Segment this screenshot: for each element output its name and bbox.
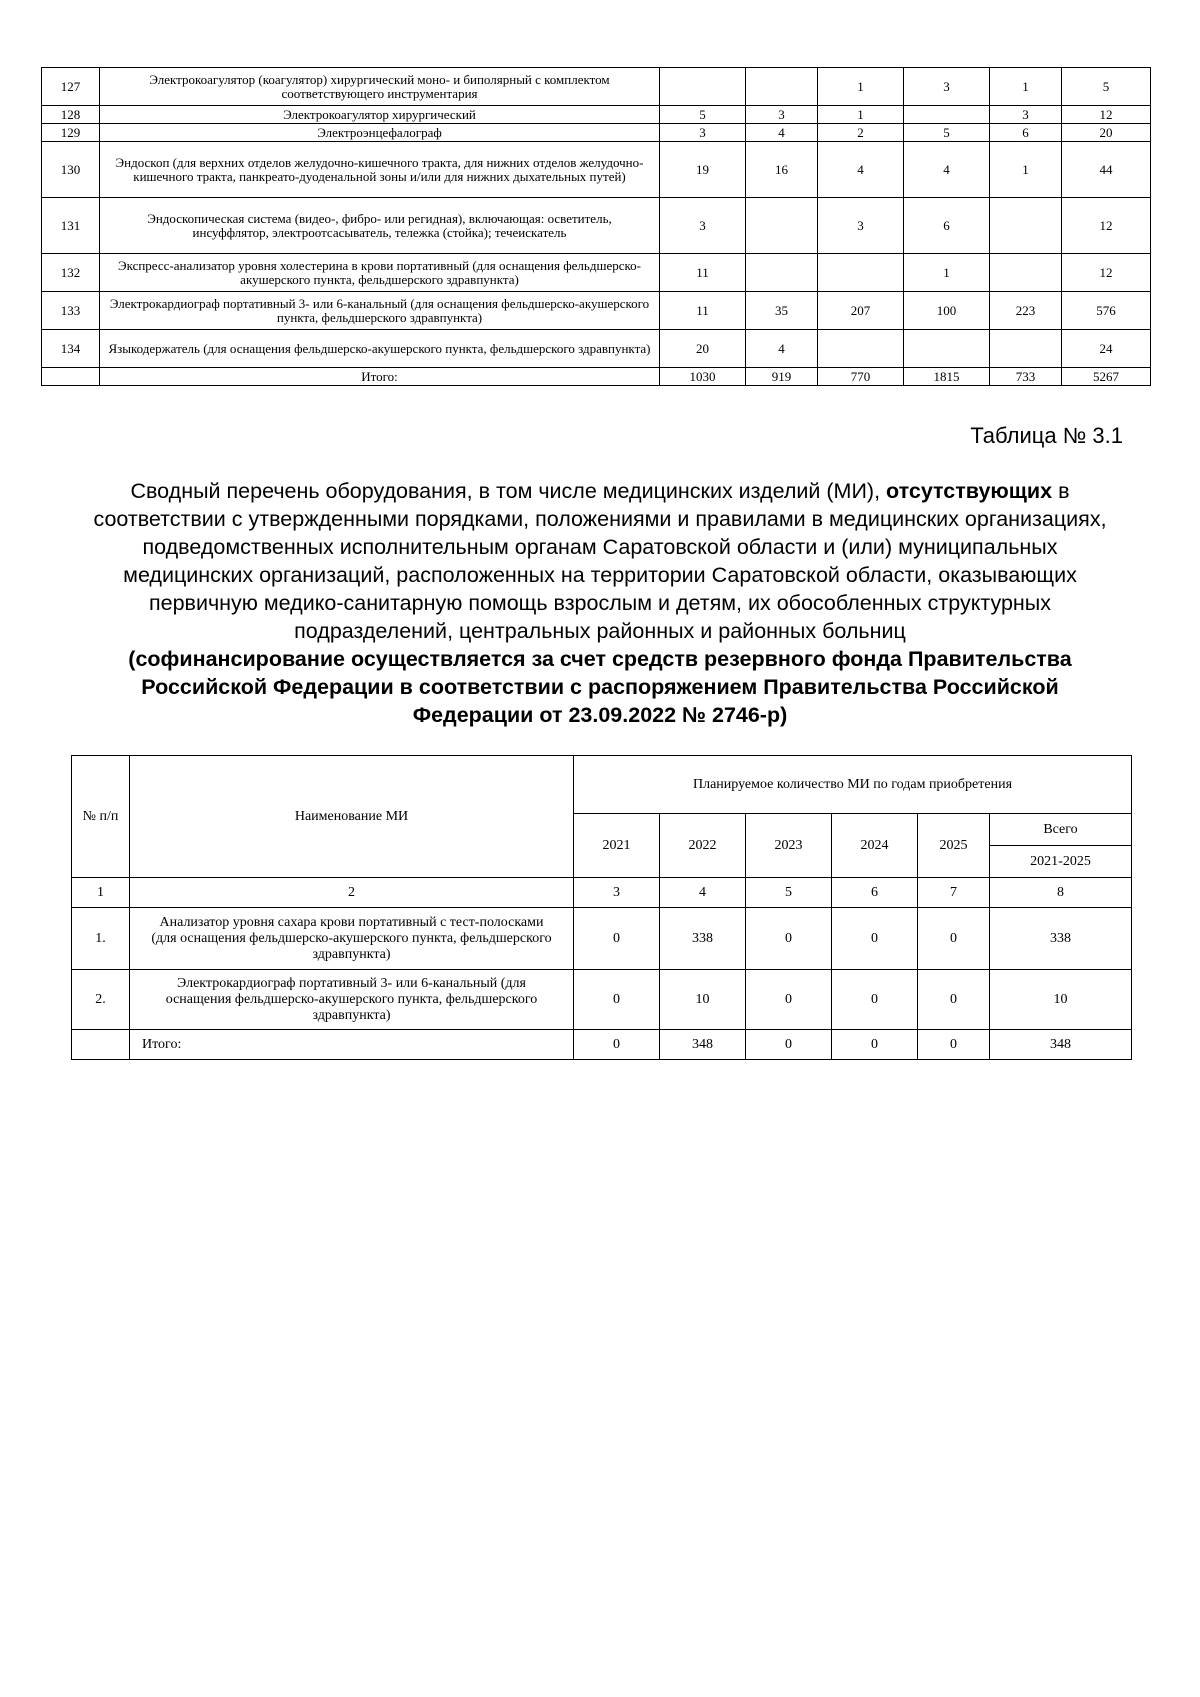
header-planned: Планируемое количество МИ по годам приобретения xyxy=(574,756,1132,814)
row-number: 132 xyxy=(42,254,100,292)
cell-value: 0 xyxy=(832,970,918,1030)
cell-value: 11 xyxy=(660,254,746,292)
cell-total: 12 xyxy=(1062,198,1151,254)
cell-value xyxy=(818,330,904,368)
cell-value: 770 xyxy=(818,368,904,386)
equipment-continuation-table xyxy=(41,67,1151,386)
table-row xyxy=(42,124,1151,142)
row-number: 133 xyxy=(42,292,100,330)
table-row xyxy=(72,970,1132,1030)
row-number: 1. xyxy=(72,908,130,970)
cell-value: 2 xyxy=(818,124,904,142)
cell-value: 16 xyxy=(746,142,818,198)
equipment-name: Электроэнцефалограф xyxy=(100,124,660,142)
cell-value: 207 xyxy=(818,292,904,330)
cell-value: 223 xyxy=(990,292,1062,330)
equipment-name: Электрокоагулятор (коагулятор) хирургический моно- и биполярный с комплектом соответствующего инструментария xyxy=(100,68,660,106)
cell-total: 576 xyxy=(1062,292,1151,330)
document-heading xyxy=(80,477,1120,729)
table-row xyxy=(42,106,1151,124)
cell-value xyxy=(746,254,818,292)
cell-value: 919 xyxy=(746,368,818,386)
column-number: 2 xyxy=(130,878,574,908)
cell-value: 3 xyxy=(660,124,746,142)
row-number: 2. xyxy=(72,970,130,1030)
header-year: 2021 xyxy=(574,814,660,878)
table-row xyxy=(42,330,1151,368)
cell-value: 5 xyxy=(660,106,746,124)
header-year: 2023 xyxy=(746,814,832,878)
heading-part1: Сводный перечень оборудования, в том числе медицинских изделий (МИ), xyxy=(130,479,887,503)
cell-total: 12 xyxy=(1062,106,1151,124)
cell-total: 12 xyxy=(1062,254,1151,292)
cell-value: 3 xyxy=(990,106,1062,124)
column-number-row xyxy=(72,878,1132,908)
cell-value xyxy=(660,68,746,106)
cell-value: 10 xyxy=(660,970,746,1030)
cell-value: 0 xyxy=(746,1030,832,1060)
equipment-name: Анализатор уровня сахара крови портативный с тест-полосками (для оснащения фельдшерско-акушерского пункта, фельдшерского здравпункта) xyxy=(130,908,574,970)
table-caption: Таблица № 3.1 xyxy=(970,423,1123,448)
cell-value: 4 xyxy=(746,124,818,142)
cell-value: 35 xyxy=(746,292,818,330)
cell-total: 5267 xyxy=(1062,368,1151,386)
cell-value: 4 xyxy=(904,142,990,198)
cell-value: 3 xyxy=(660,198,746,254)
header-total-range: 2021-2025 xyxy=(990,846,1132,878)
cell-value: 0 xyxy=(918,908,990,970)
cell-value xyxy=(818,254,904,292)
cell-total: 5 xyxy=(1062,68,1151,106)
header-year: 2022 xyxy=(660,814,746,878)
equipment-name: Экспресс-анализатор уровня холестерина в крови портативный (для оснащения фельдшерско-акушерского пункта, фельдшерского здравпункта) xyxy=(100,254,660,292)
cell-value: 11 xyxy=(660,292,746,330)
cell-value: 0 xyxy=(574,908,660,970)
column-number: 3 xyxy=(574,878,660,908)
header-num: № п/п xyxy=(72,756,130,878)
table-row xyxy=(42,68,1151,106)
cell-value xyxy=(746,68,818,106)
cell-total: 44 xyxy=(1062,142,1151,198)
cell-value: 0 xyxy=(746,908,832,970)
column-number: 1 xyxy=(72,878,130,908)
cell-value: 6 xyxy=(904,198,990,254)
cell-value: 3 xyxy=(746,106,818,124)
cell-value: 0 xyxy=(918,970,990,1030)
total-label: Итого: xyxy=(100,368,660,386)
cell-value: 19 xyxy=(660,142,746,198)
heading-part2: в соответствии с утвержденными порядками, положениями и правилами в медицинских организациях, подведомственных исполнительным органам Саратовской области и (или) муниципальных медицинских организаций, расположенных на территории Саратовской области, оказывающих первичную медико-санитарную помощь взрослым и детям, их обособленных структурных подразделений, центральных районных и районных больниц xyxy=(93,479,1107,643)
header-year: 2025 xyxy=(918,814,990,878)
cell-total: 338 xyxy=(990,908,1132,970)
cell-value xyxy=(904,330,990,368)
heading-part1-bold: отсутствующих xyxy=(886,479,1053,503)
total-label: Итого: xyxy=(130,1030,574,1060)
total-row xyxy=(72,1030,1132,1060)
table-row xyxy=(42,254,1151,292)
row-number xyxy=(42,368,100,386)
cell-value xyxy=(990,198,1062,254)
cell-value: 0 xyxy=(832,908,918,970)
cell-value: 1 xyxy=(818,68,904,106)
equipment-name: Языкодержатель (для оснащения фельдшерско-акушерского пункта, фельдшерского здравпункта) xyxy=(100,330,660,368)
row-number: 129 xyxy=(42,124,100,142)
cell-value: 0 xyxy=(832,1030,918,1060)
table-row xyxy=(42,142,1151,198)
cell-value: 5 xyxy=(904,124,990,142)
row-number: 134 xyxy=(42,330,100,368)
cell-total: 20 xyxy=(1062,124,1151,142)
cell-total: 24 xyxy=(1062,330,1151,368)
row-number: 127 xyxy=(42,68,100,106)
cell-value: 4 xyxy=(746,330,818,368)
cell-value: 0 xyxy=(918,1030,990,1060)
header-name: Наименование МИ xyxy=(130,756,574,878)
cell-value: 348 xyxy=(660,1030,746,1060)
cell-value: 100 xyxy=(904,292,990,330)
row-number xyxy=(72,1030,130,1060)
cell-value: 1030 xyxy=(660,368,746,386)
equipment-name: Эндоскопическая система (видео-, фибро- или регидная), включающая: осветитель, инсуффлятор, электроотсасыватель, тележка (стойка); течеискатель xyxy=(100,198,660,254)
cell-value: 1 xyxy=(904,254,990,292)
cell-value xyxy=(904,106,990,124)
row-number: 130 xyxy=(42,142,100,198)
planned-equipment-table xyxy=(71,755,1132,1060)
cell-value: 338 xyxy=(660,908,746,970)
cell-value: 733 xyxy=(990,368,1062,386)
cell-value xyxy=(990,254,1062,292)
table-row xyxy=(42,292,1151,330)
cell-value: 1815 xyxy=(904,368,990,386)
cell-total: 10 xyxy=(990,970,1132,1030)
column-number: 6 xyxy=(832,878,918,908)
cell-value: 1 xyxy=(990,68,1062,106)
cell-value xyxy=(990,330,1062,368)
equipment-name: Эндоскоп (для верхних отделов желудочно-кишечного тракта, для нижних отделов желудочно-кишечного тракта, панкреато-дуоденальной зоны и/или для нижних дыхательных путей) xyxy=(100,142,660,198)
column-number: 4 xyxy=(660,878,746,908)
table-row xyxy=(42,198,1151,254)
heading-part3-bold: (софинансирование осуществляется за счет средств резервного фонда Правительства Российской Федерации в соответствии с распоряжением Правительства Российской Федерации от 23.09.2022 № 2746-р) xyxy=(128,647,1072,727)
equipment-name: Электрокардиограф портативный 3- или 6-канальный (для оснащения фельдшерско-акушерского пункта, фельдшерского здравпункта) xyxy=(100,292,660,330)
cell-value: 3 xyxy=(904,68,990,106)
cell-value: 0 xyxy=(574,970,660,1030)
cell-value xyxy=(746,198,818,254)
cell-value: 1 xyxy=(990,142,1062,198)
cell-value: 1 xyxy=(818,106,904,124)
cell-value: 3 xyxy=(818,198,904,254)
cell-value: 0 xyxy=(574,1030,660,1060)
total-row xyxy=(42,368,1151,386)
equipment-name: Электрокардиограф портативный 3- или 6-канальный (для оснащения фельдшерско-акушерского пункта, фельдшерского здравпункта) xyxy=(130,970,574,1030)
column-number: 8 xyxy=(990,878,1132,908)
column-number: 7 xyxy=(918,878,990,908)
column-number: 5 xyxy=(746,878,832,908)
cell-value: 20 xyxy=(660,330,746,368)
cell-value: 6 xyxy=(990,124,1062,142)
header-total: Всего xyxy=(990,814,1132,846)
cell-total: 348 xyxy=(990,1030,1132,1060)
cell-value: 0 xyxy=(746,970,832,1030)
row-number: 131 xyxy=(42,198,100,254)
row-number: 128 xyxy=(42,106,100,124)
table-row xyxy=(72,908,1132,970)
header-year: 2024 xyxy=(832,814,918,878)
cell-value: 4 xyxy=(818,142,904,198)
equipment-name: Электрокоагулятор хирургический xyxy=(100,106,660,124)
header-row xyxy=(72,756,1132,814)
